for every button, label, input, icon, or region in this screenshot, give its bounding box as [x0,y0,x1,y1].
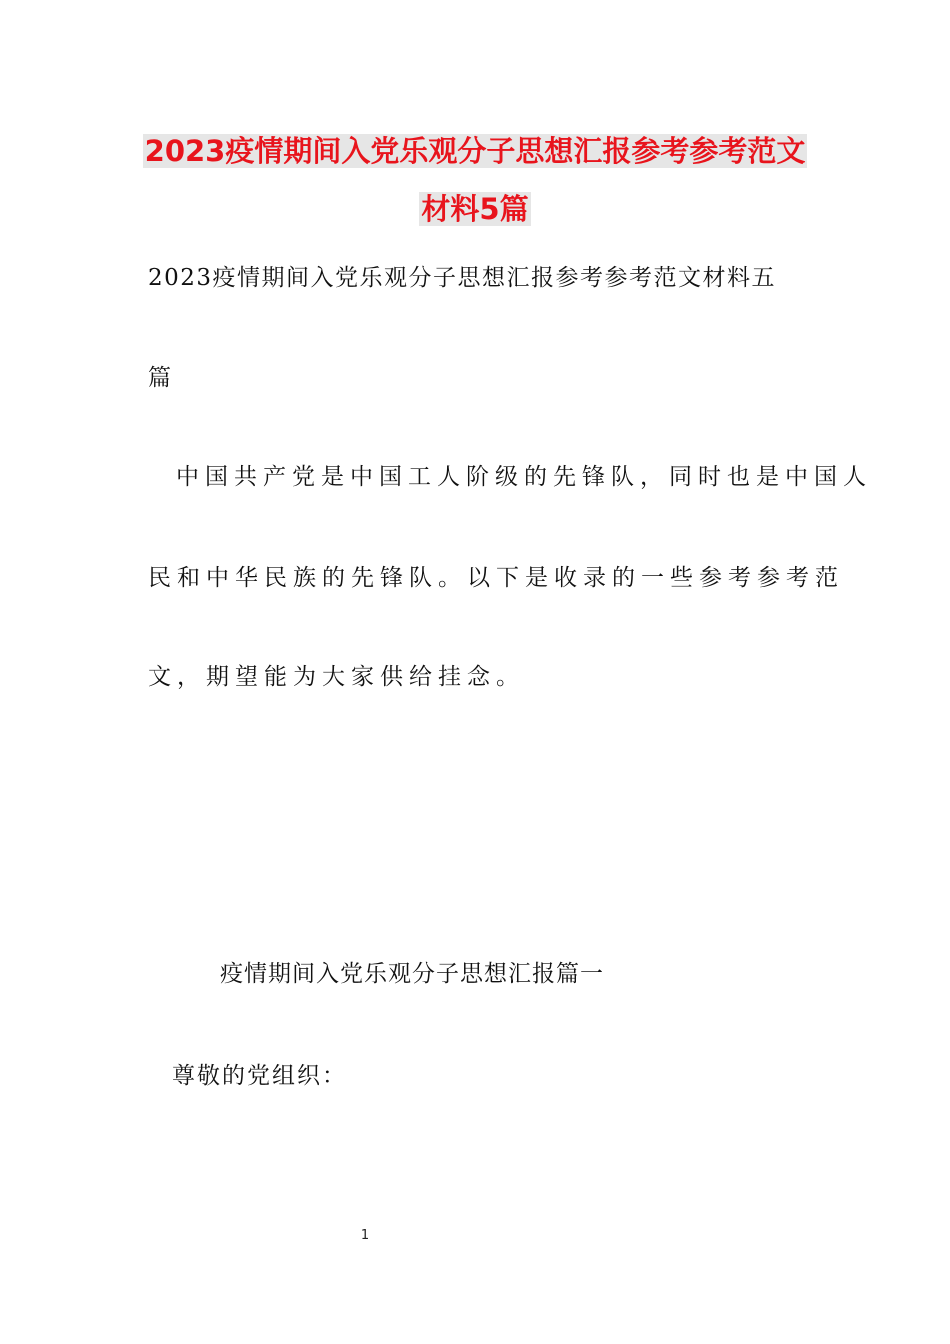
page-number: 1 [360,1228,370,1243]
intro-paragraph-line-3: 文，期望能为大家供给挂念。 [148,664,525,690]
intro-paragraph-line-1: 中国共产党是中国工人阶级的先锋队，同时也是中国人 [176,464,872,490]
subtitle-line-2: 篇 [148,365,171,391]
salutation: 尊敬的党组织： [172,1063,347,1089]
title-text-2: 材料5篇 [421,192,529,226]
document-title-line-2 [0,189,950,229]
subtitle-line-1: 2023疫情期间入党乐观分子思想汇报参考参考范文材料五 [148,265,777,291]
section-heading: 疫情期间入党乐观分子思想汇报篇一 [220,961,604,987]
intro-paragraph-line-2: 民和中华民族的先锋队。以下是收录的一些参考参考范 [148,565,844,591]
document-title-line-1 [0,131,950,171]
title-text-1: 2023疫情期间入党乐观分子思想汇报参考参考范文 [144,134,806,168]
